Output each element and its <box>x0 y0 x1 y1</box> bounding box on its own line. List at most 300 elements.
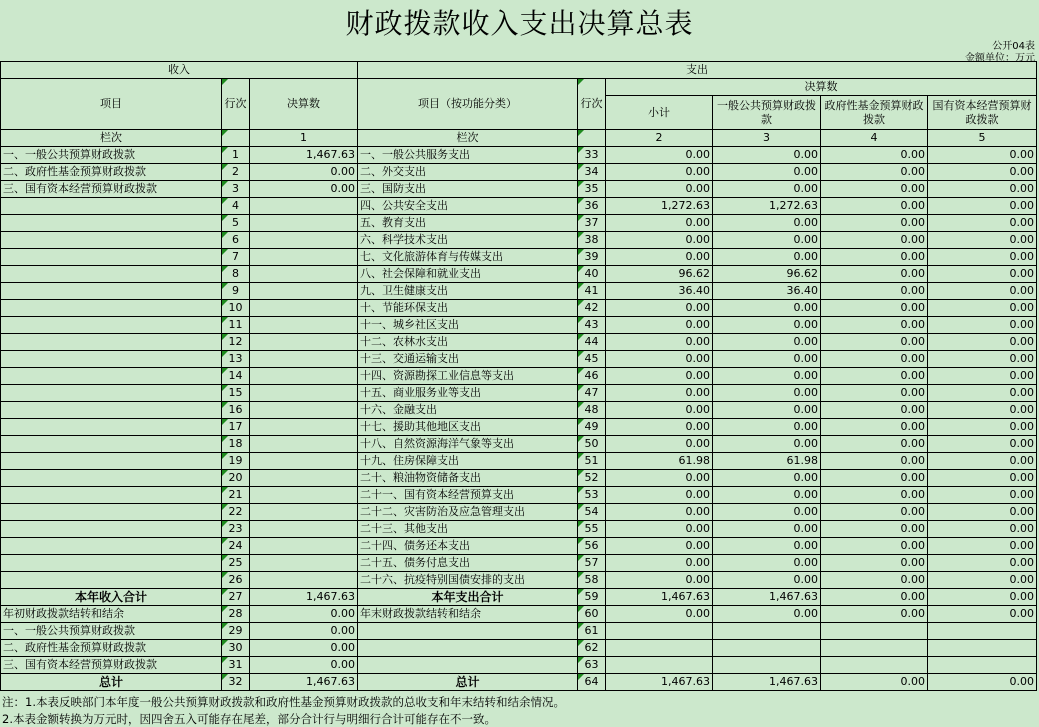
expense-item-cell: 二十三、其他支出 <box>358 521 578 538</box>
fund-budget-amount <box>821 623 928 640</box>
expense-item-cell <box>358 640 578 657</box>
income-item-cell <box>1 402 222 419</box>
column-number: 1 <box>250 130 358 147</box>
income-item-cell <box>1 572 222 589</box>
general-budget-amount: 0.00 <box>713 470 821 487</box>
income-amount <box>250 470 358 487</box>
state-capital-amount <box>928 623 1037 640</box>
income-row-no: 24 <box>222 538 250 555</box>
subtotal-amount: 0.00 <box>606 555 713 572</box>
state-capital-amount: 0.00 <box>928 504 1037 521</box>
fund-budget-amount: 0.00 <box>821 164 928 181</box>
fund-budget-amount: 0.00 <box>821 504 928 521</box>
fund-budget-amount: 0.00 <box>821 368 928 385</box>
subtotal-amount: 0.00 <box>606 487 713 504</box>
expense-row-no: 44 <box>578 334 606 351</box>
income-amount <box>250 249 358 266</box>
income-item-cell <box>1 538 222 555</box>
income-row-no: 30 <box>222 640 250 657</box>
income-item-cell <box>1 334 222 351</box>
general-budget-amount: 0.00 <box>713 164 821 181</box>
subtotal-amount: 1,467.63 <box>606 674 713 691</box>
general-budget-amount: 0.00 <box>713 249 821 266</box>
state-capital-amount: 0.00 <box>928 436 1037 453</box>
expense-row-no: 40 <box>578 266 606 283</box>
table-row <box>1 470 1037 487</box>
income-amount <box>250 504 358 521</box>
table-row <box>1 385 1037 402</box>
fund-budget-amount: 0.00 <box>821 555 928 572</box>
table-row <box>1 198 1037 215</box>
income-amount: 0.00 <box>250 657 358 674</box>
fund-budget-header: 政府性基金预算财政拨款 <box>821 96 928 130</box>
table-row <box>1 487 1037 504</box>
expense-item-cell: 二十六、抗疫特别国债安排的支出 <box>358 572 578 589</box>
expense-row-no: 63 <box>578 657 606 674</box>
final-header: 决算数 <box>606 79 1037 96</box>
subtotal-amount <box>606 640 713 657</box>
state-capital-amount: 0.00 <box>928 249 1037 266</box>
column-label: 栏次 <box>1 130 222 147</box>
general-budget-amount <box>713 623 821 640</box>
income-item-cell <box>1 419 222 436</box>
table-row <box>1 606 1037 623</box>
expense-row-no: 48 <box>578 402 606 419</box>
subtotal-amount: 0.00 <box>606 249 713 266</box>
income-amount: 1,467.63 <box>250 147 358 164</box>
table-row <box>1 351 1037 368</box>
income-item-cell <box>1 300 222 317</box>
income-item-cell <box>1 385 222 402</box>
table-row <box>1 317 1037 334</box>
income-item-cell <box>1 555 222 572</box>
fund-budget-amount: 0.00 <box>821 436 928 453</box>
subtotal-amount: 0.00 <box>606 215 713 232</box>
income-amount <box>250 283 358 300</box>
fund-budget-amount: 0.00 <box>821 249 928 266</box>
general-budget-amount: 0.00 <box>713 351 821 368</box>
income-item-cell <box>1 266 222 283</box>
subtotal-amount: 0.00 <box>606 147 713 164</box>
expense-item-cell: 十六、金融支出 <box>358 402 578 419</box>
expense-row-no: 45 <box>578 351 606 368</box>
expense-row-no: 35 <box>578 181 606 198</box>
general-budget-amount: 0.00 <box>713 385 821 402</box>
income-item-cell <box>1 453 222 470</box>
state-capital-amount: 0.00 <box>928 368 1037 385</box>
table-row <box>1 453 1037 470</box>
expense-row-no: 53 <box>578 487 606 504</box>
fiscal-table <box>0 61 1037 691</box>
state-capital-amount: 0.00 <box>928 572 1037 589</box>
column-number: 2 <box>606 130 713 147</box>
table-row <box>1 266 1037 283</box>
expense-item-cell: 十七、援助其他地区支出 <box>358 419 578 436</box>
expense-item-cell: 十四、资源勘探工业信息等支出 <box>358 368 578 385</box>
general-budget-amount: 0.00 <box>713 232 821 249</box>
note-1: 注：1.本表反映部门本年度一般公共预算财政拨款和政府性基金预算财政拨款的总收支和年末结转和结余情况。 <box>2 695 565 709</box>
income-row-no: 10 <box>222 300 250 317</box>
income-item-cell: 二、政府性基金预算财政拨款 <box>1 164 222 181</box>
income-amount <box>250 436 358 453</box>
income-amount: 1,467.63 <box>250 589 358 606</box>
subtotal-amount: 0.00 <box>606 232 713 249</box>
subtotal-amount: 0.00 <box>606 521 713 538</box>
income-amount <box>250 334 358 351</box>
general-budget-amount: 0.00 <box>713 317 821 334</box>
state-capital-amount: 0.00 <box>928 317 1037 334</box>
income-amount <box>250 555 358 572</box>
expense-row-no: 42 <box>578 300 606 317</box>
expense-item-cell: 三、国防支出 <box>358 181 578 198</box>
expense-row-no: 61 <box>578 623 606 640</box>
expense-item-cell: 九、卫生健康支出 <box>358 283 578 300</box>
expense-item-cell: 十八、自然资源海洋气象等支出 <box>358 436 578 453</box>
unit-label: 金额单位：万元 <box>965 53 1035 64</box>
state-capital-amount: 0.00 <box>928 606 1037 623</box>
income-row-no-header: 行次 <box>222 79 250 130</box>
expense-row-no: 37 <box>578 215 606 232</box>
subtotal-amount: 0.00 <box>606 164 713 181</box>
income-row-no: 20 <box>222 470 250 487</box>
income-row-no: 19 <box>222 453 250 470</box>
income-item-cell: 一、一般公共预算财政拨款 <box>1 147 222 164</box>
empty-cell <box>222 130 250 147</box>
income-row-no: 32 <box>222 674 250 691</box>
income-row-no: 6 <box>222 232 250 249</box>
general-budget-amount: 0.00 <box>713 334 821 351</box>
subtotal-amount: 1,467.63 <box>606 589 713 606</box>
fund-budget-amount: 0.00 <box>821 589 928 606</box>
state-capital-amount: 0.00 <box>928 487 1037 504</box>
income-amount <box>250 521 358 538</box>
subtotal-header: 小计 <box>606 96 713 130</box>
fund-budget-amount: 0.00 <box>821 385 928 402</box>
expense-row-no-header: 行次 <box>578 79 606 130</box>
subtotal-amount: 0.00 <box>606 351 713 368</box>
table-row <box>1 538 1037 555</box>
general-budget-amount <box>713 640 821 657</box>
income-row-no: 25 <box>222 555 250 572</box>
income-item-cell <box>1 232 222 249</box>
table-row <box>1 657 1037 674</box>
expense-row-no: 54 <box>578 504 606 521</box>
income-amount <box>250 385 358 402</box>
expense-item-cell: 十五、商业服务业等支出 <box>358 385 578 402</box>
income-row-no: 21 <box>222 487 250 504</box>
subtotal-amount: 96.62 <box>606 266 713 283</box>
income-item-cell: 二、政府性基金预算财政拨款 <box>1 640 222 657</box>
income-item-cell <box>1 351 222 368</box>
general-budget-amount: 0.00 <box>713 538 821 555</box>
state-capital-amount: 0.00 <box>928 453 1037 470</box>
income-row-no: 26 <box>222 572 250 589</box>
income-amount <box>250 317 358 334</box>
expense-row-no: 57 <box>578 555 606 572</box>
subtotal-amount: 0.00 <box>606 385 713 402</box>
subtotal-amount: 0.00 <box>606 402 713 419</box>
income-row-no: 14 <box>222 368 250 385</box>
income-row-no: 8 <box>222 266 250 283</box>
fund-budget-amount: 0.00 <box>821 470 928 487</box>
expense-item-cell: 十九、住房保障支出 <box>358 453 578 470</box>
state-capital-amount: 0.00 <box>928 674 1037 691</box>
expense-item-cell: 年末财政拨款结转和结余 <box>358 606 578 623</box>
general-budget-amount: 0.00 <box>713 419 821 436</box>
state-capital-header: 国有资本经营预算财政拨款 <box>928 96 1037 130</box>
fund-budget-amount: 0.00 <box>821 215 928 232</box>
column-label: 栏次 <box>358 130 578 147</box>
income-amount: 0.00 <box>250 623 358 640</box>
income-row-no: 22 <box>222 504 250 521</box>
general-budget-amount: 1,467.63 <box>713 674 821 691</box>
table-row <box>1 147 1037 164</box>
income-amount: 1,467.63 <box>250 674 358 691</box>
table-row <box>1 249 1037 266</box>
general-budget-amount: 0.00 <box>713 181 821 198</box>
general-budget-amount <box>713 657 821 674</box>
fund-budget-amount: 0.00 <box>821 419 928 436</box>
state-capital-amount: 0.00 <box>928 266 1037 283</box>
expense-row-no: 60 <box>578 606 606 623</box>
subtotal-amount: 0.00 <box>606 300 713 317</box>
income-amount <box>250 487 358 504</box>
fund-budget-amount: 0.00 <box>821 487 928 504</box>
state-capital-amount: 0.00 <box>928 232 1037 249</box>
fund-budget-amount: 0.00 <box>821 300 928 317</box>
income-row-no: 3 <box>222 181 250 198</box>
income-item-cell <box>1 504 222 521</box>
state-capital-amount: 0.00 <box>928 215 1037 232</box>
expense-row-no: 33 <box>578 147 606 164</box>
income-amount <box>250 538 358 555</box>
income-header: 收入 <box>1 62 358 79</box>
fund-budget-amount: 0.00 <box>821 317 928 334</box>
state-capital-amount: 0.00 <box>928 521 1037 538</box>
fund-budget-amount: 0.00 <box>821 334 928 351</box>
table-row <box>1 674 1037 691</box>
expense-item-cell: 五、教育支出 <box>358 215 578 232</box>
expense-row-no: 38 <box>578 232 606 249</box>
income-amount <box>250 351 358 368</box>
state-capital-amount: 0.00 <box>928 334 1037 351</box>
expense-item-cell <box>358 657 578 674</box>
expense-row-no: 58 <box>578 572 606 589</box>
subtotal-amount: 0.00 <box>606 538 713 555</box>
income-item-cell <box>1 249 222 266</box>
income-row-no: 27 <box>222 589 250 606</box>
income-amount: 0.00 <box>250 181 358 198</box>
subtotal-amount: 61.98 <box>606 453 713 470</box>
income-row-no: 28 <box>222 606 250 623</box>
income-amount <box>250 419 358 436</box>
income-item-cell: 年初财政拨款结转和结余 <box>1 606 222 623</box>
general-budget-amount: 0.00 <box>713 521 821 538</box>
fund-budget-amount: 0.00 <box>821 538 928 555</box>
expense-row-no: 56 <box>578 538 606 555</box>
income-amount <box>250 300 358 317</box>
state-capital-amount: 0.00 <box>928 351 1037 368</box>
expense-item-cell: 十二、农林水支出 <box>358 334 578 351</box>
expense-item-cell: 六、科学技术支出 <box>358 232 578 249</box>
table-row <box>1 589 1037 606</box>
income-row-no: 17 <box>222 419 250 436</box>
table-row <box>1 436 1037 453</box>
expense-item-cell: 四、公共安全支出 <box>358 198 578 215</box>
expense-row-no: 41 <box>578 283 606 300</box>
page-title: 财政拨款收入支出决算总表 <box>345 7 694 40</box>
expense-item-cell: 二十一、国有资本经营预算支出 <box>358 487 578 504</box>
general-budget-header: 一般公共预算财政拨款 <box>713 96 821 130</box>
general-budget-amount: 0.00 <box>713 504 821 521</box>
income-row-no: 15 <box>222 385 250 402</box>
income-item-cell <box>1 215 222 232</box>
income-amount <box>250 572 358 589</box>
income-amount <box>250 232 358 249</box>
expense-item-cell: 二十二、灾害防治及应急管理支出 <box>358 504 578 521</box>
income-row-no: 12 <box>222 334 250 351</box>
income-row-no: 7 <box>222 249 250 266</box>
fund-budget-amount: 0.00 <box>821 283 928 300</box>
income-item-cell: 本年收入合计 <box>1 589 222 606</box>
subtotal-amount: 0.00 <box>606 572 713 589</box>
column-number: 3 <box>713 130 821 147</box>
expense-row-no: 34 <box>578 164 606 181</box>
state-capital-amount: 0.00 <box>928 589 1037 606</box>
state-capital-amount: 0.00 <box>928 470 1037 487</box>
income-item-cell <box>1 470 222 487</box>
subtotal-amount: 0.00 <box>606 436 713 453</box>
expense-row-no: 64 <box>578 674 606 691</box>
table-row <box>1 572 1037 589</box>
income-amount <box>250 215 358 232</box>
expense-item-cell: 十一、城乡社区支出 <box>358 317 578 334</box>
state-capital-amount: 0.00 <box>928 538 1037 555</box>
general-budget-amount: 0.00 <box>713 555 821 572</box>
table-row <box>1 555 1037 572</box>
fund-budget-amount: 0.00 <box>821 674 928 691</box>
income-amount <box>250 198 358 215</box>
state-capital-amount: 0.00 <box>928 181 1037 198</box>
expense-row-no: 39 <box>578 249 606 266</box>
expense-item-cell: 总计 <box>358 674 578 691</box>
income-item-cell <box>1 521 222 538</box>
fund-budget-amount: 0.00 <box>821 266 928 283</box>
expense-row-no: 50 <box>578 436 606 453</box>
general-budget-amount: 1,467.63 <box>713 589 821 606</box>
income-item-cell <box>1 368 222 385</box>
expense-item-cell: 二、外交支出 <box>358 164 578 181</box>
table-row <box>1 504 1037 521</box>
table-row <box>1 164 1037 181</box>
state-capital-amount: 0.00 <box>928 198 1037 215</box>
table-row <box>1 419 1037 436</box>
income-amount <box>250 402 358 419</box>
income-row-no: 23 <box>222 521 250 538</box>
general-budget-amount: 0.00 <box>713 606 821 623</box>
income-amount <box>250 368 358 385</box>
table-row <box>1 368 1037 385</box>
income-row-no: 16 <box>222 402 250 419</box>
income-item-cell <box>1 283 222 300</box>
table-row <box>1 640 1037 657</box>
income-amount-header: 决算数 <box>250 79 358 130</box>
income-row-no: 2 <box>222 164 250 181</box>
fund-budget-amount <box>821 657 928 674</box>
fund-budget-amount: 0.00 <box>821 453 928 470</box>
state-capital-amount <box>928 657 1037 674</box>
general-budget-amount: 0.00 <box>713 215 821 232</box>
expense-row-no: 49 <box>578 419 606 436</box>
expense-item-cell: 二十、粮油物资储备支出 <box>358 470 578 487</box>
general-budget-amount: 0.00 <box>713 147 821 164</box>
expense-row-no: 47 <box>578 385 606 402</box>
table-row <box>1 283 1037 300</box>
income-item-cell <box>1 198 222 215</box>
expense-item-cell: 本年支出合计 <box>358 589 578 606</box>
expense-item-cell: 二十四、债务还本支出 <box>358 538 578 555</box>
state-capital-amount: 0.00 <box>928 147 1037 164</box>
state-capital-amount: 0.00 <box>928 385 1037 402</box>
income-row-no: 18 <box>222 436 250 453</box>
expense-item-cell: 十、节能环保支出 <box>358 300 578 317</box>
subtotal-amount: 36.40 <box>606 283 713 300</box>
fund-budget-amount: 0.00 <box>821 181 928 198</box>
subtotal-amount: 0.00 <box>606 606 713 623</box>
subtotal-amount: 0.00 <box>606 181 713 198</box>
expense-row-no: 36 <box>578 198 606 215</box>
general-budget-amount: 0.00 <box>713 402 821 419</box>
income-item-cell <box>1 317 222 334</box>
income-row-no: 1 <box>222 147 250 164</box>
subtotal-amount: 0.00 <box>606 334 713 351</box>
form-code: 公开04表 <box>992 41 1035 52</box>
state-capital-amount <box>928 640 1037 657</box>
income-row-no: 9 <box>222 283 250 300</box>
general-budget-amount: 0.00 <box>713 368 821 385</box>
general-budget-amount: 0.00 <box>713 487 821 504</box>
income-row-no: 11 <box>222 317 250 334</box>
general-budget-amount: 0.00 <box>713 436 821 453</box>
state-capital-amount: 0.00 <box>928 419 1037 436</box>
income-row-no: 4 <box>222 198 250 215</box>
general-budget-amount: 0.00 <box>713 572 821 589</box>
expense-row-no: 52 <box>578 470 606 487</box>
income-amount <box>250 266 358 283</box>
fund-budget-amount: 0.00 <box>821 232 928 249</box>
income-amount <box>250 453 358 470</box>
expense-item-cell: 一、一般公共服务支出 <box>358 147 578 164</box>
table-row <box>1 300 1037 317</box>
income-row-no: 13 <box>222 351 250 368</box>
income-item-cell: 三、国有资本经营预算财政拨款 <box>1 181 222 198</box>
subtotal-amount: 0.00 <box>606 504 713 521</box>
general-budget-amount: 61.98 <box>713 453 821 470</box>
state-capital-amount: 0.00 <box>928 164 1037 181</box>
table-row <box>1 334 1037 351</box>
expense-header: 支出 <box>358 62 1037 79</box>
fund-budget-amount: 0.00 <box>821 402 928 419</box>
subtotal-amount: 1,272.63 <box>606 198 713 215</box>
income-item-cell: 总计 <box>1 674 222 691</box>
fund-budget-amount: 0.00 <box>821 572 928 589</box>
state-capital-amount: 0.00 <box>928 555 1037 572</box>
expense-item-cell: 十三、交通运输支出 <box>358 351 578 368</box>
expense-row-no: 43 <box>578 317 606 334</box>
expense-item-cell <box>358 623 578 640</box>
expense-row-no: 46 <box>578 368 606 385</box>
expense-row-no: 55 <box>578 521 606 538</box>
